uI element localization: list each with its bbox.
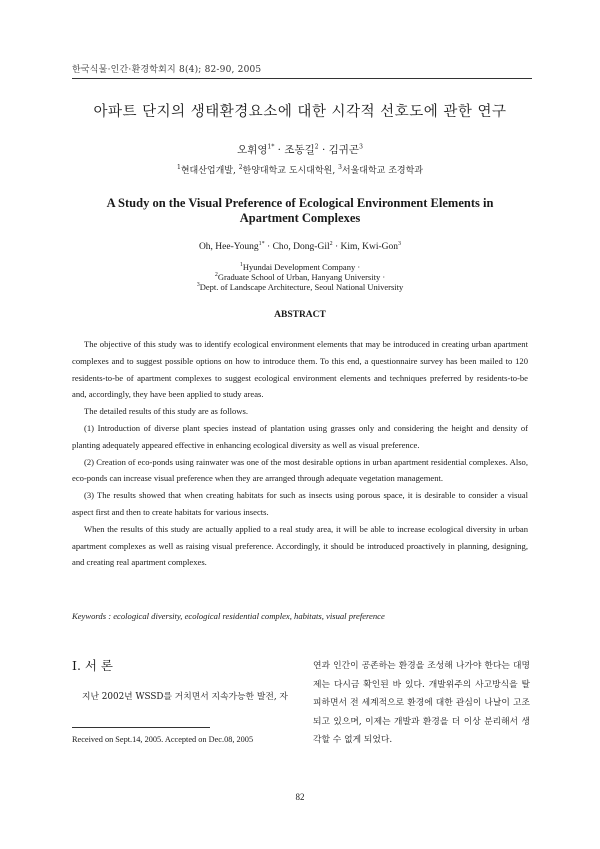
received-footnote: Received on Sept.14, 2005. Accepted on Dec.08, 2005 (72, 735, 254, 744)
author-name: Kim, Kwi-Gon (340, 242, 399, 252)
journal-header: 한국식물·인간·환경학회지 8(4); 82-90, 2005 (72, 65, 262, 75)
affil-text: 서울대학교 조경학과 (341, 166, 423, 176)
english-affiliations (0, 262, 600, 292)
affil-sup: 1 (176, 164, 181, 171)
author-name: Oh, Hee-Young (198, 242, 259, 252)
author-name: 오휘영 (237, 144, 268, 156)
abstract-paragraph: (1) Introduction of diverse plant species instead of plantation using grasses only and considering the height and density of planting adequately appeared effective in enhancing ecological diversity as well as visual preference. (72, 422, 528, 450)
author-sup: 1* (267, 143, 275, 151)
affil-sup: 3 (196, 282, 200, 289)
affil-sup: 3 (338, 164, 342, 171)
section-heading: I. 서 론 (72, 658, 114, 673)
affil-text: Dept. of Landscape Architecture, Seoul National University (199, 282, 404, 292)
author-sup: 1* (258, 240, 265, 247)
author-name: 김귀곤 (328, 144, 360, 156)
abstract-paragraph: The objective of this study was to identify ecological environment elements that may be introduced in creating urban apartment complexes and to suggest possible options on how to introduce them. To this end, a questionnaire survey has been mailed to 120 residents-to-be of apartment complexes to suggest ecological environment elements and techniques preferred by residents-to-be and, accordingly, they have been applied to study areas. (72, 339, 528, 400)
footnote-divider (72, 727, 210, 728)
abstract-body (72, 336, 528, 571)
abstract-paragraph: When the results of this study are actually applied to a real study area, it will be able to increase ecological diversity in urban apartment complexes as well as raising visual preference. Accordingly, it should be introduced proactively in planning, designing, and creating real apartment complexes. (72, 523, 528, 568)
english-title-line: A Study on the Visual Preference of Ecological Environment Elements in (106, 196, 494, 210)
page-number: 82 (295, 792, 305, 802)
affil-line (0, 272, 600, 282)
affil-text: Hyundai Development Company · (242, 262, 361, 272)
intro-text-left: 지난 2002년 WSSD를 거치면서 지속가능한 발전, 자 (82, 692, 288, 702)
affil-line (0, 282, 600, 292)
author-sup: 3 (359, 143, 363, 151)
affil-text: 한양대학교 도시대학원, (242, 166, 339, 176)
header-divider (72, 78, 532, 79)
author-sup: 2 (314, 143, 319, 151)
author-sup: 2 (329, 240, 333, 247)
author-name: Cho, Dong-Gil (272, 242, 330, 252)
author-sup: 3 (398, 240, 402, 247)
abstract-heading: ABSTRACT (274, 310, 326, 320)
intro-text-right: 연과 인간이 공존하는 환경을 조성해 나가야 한다는 대명제는 다시금 확인된 바 있다. 개발위주의 사고방식을 탈피하면서 전 세계적으로 환경에 대한 관심이 나날이 고조되고 있으며, 이제는 개발과 환경을 더 이상 분리해서 생각할 수 없게 되었다. (313, 661, 530, 746)
keywords: Keywords : ecological diversity, ecological residential complex, habitats, visual preference (72, 611, 385, 621)
korean-title: 아파트 단지의 생태환경요소에 대한 시각적 선호도에 관한 연구 (93, 104, 507, 120)
korean-affiliations (0, 163, 600, 176)
abstract-paragraph: (3) The results showed that when creating habitats for such as insects using porous space, it is desirable to consider a visual aspect first and then to create habitats for various insects. (72, 490, 528, 517)
author-name: 조동길 (284, 144, 315, 156)
affil-sup: 2 (214, 272, 218, 279)
english-title (90, 196, 510, 226)
korean-authors: 오휘영$^{1*}$ · 조동길$^2$ · 김귀곤$^3$ (237, 143, 363, 156)
english-title-line: Apartment Complexes (239, 211, 361, 225)
english-authors: Oh, Hee-Young$^{1*}$ · Cho, Dong-Gil$^2$ · Kim, Kwi-Gon$^3$ (198, 240, 402, 252)
affil-sup: 1 (239, 262, 243, 269)
abstract-paragraph: (2) Creation of eco-ponds using rainwater was one of the most desirable options in urban apartment residential complexes. Also, eco-ponds can increase visual preference when they are arranged through adequate vegetation management. (72, 456, 528, 484)
affil-line (0, 262, 600, 272)
affil-text: Graduate School of Urban, Hanyang University · (217, 272, 386, 282)
affil-text: 현대산업개발, (180, 166, 239, 176)
affil-sup: 2 (238, 164, 243, 171)
abstract-paragraph: The detailed results of this study are as follows. (84, 406, 248, 417)
